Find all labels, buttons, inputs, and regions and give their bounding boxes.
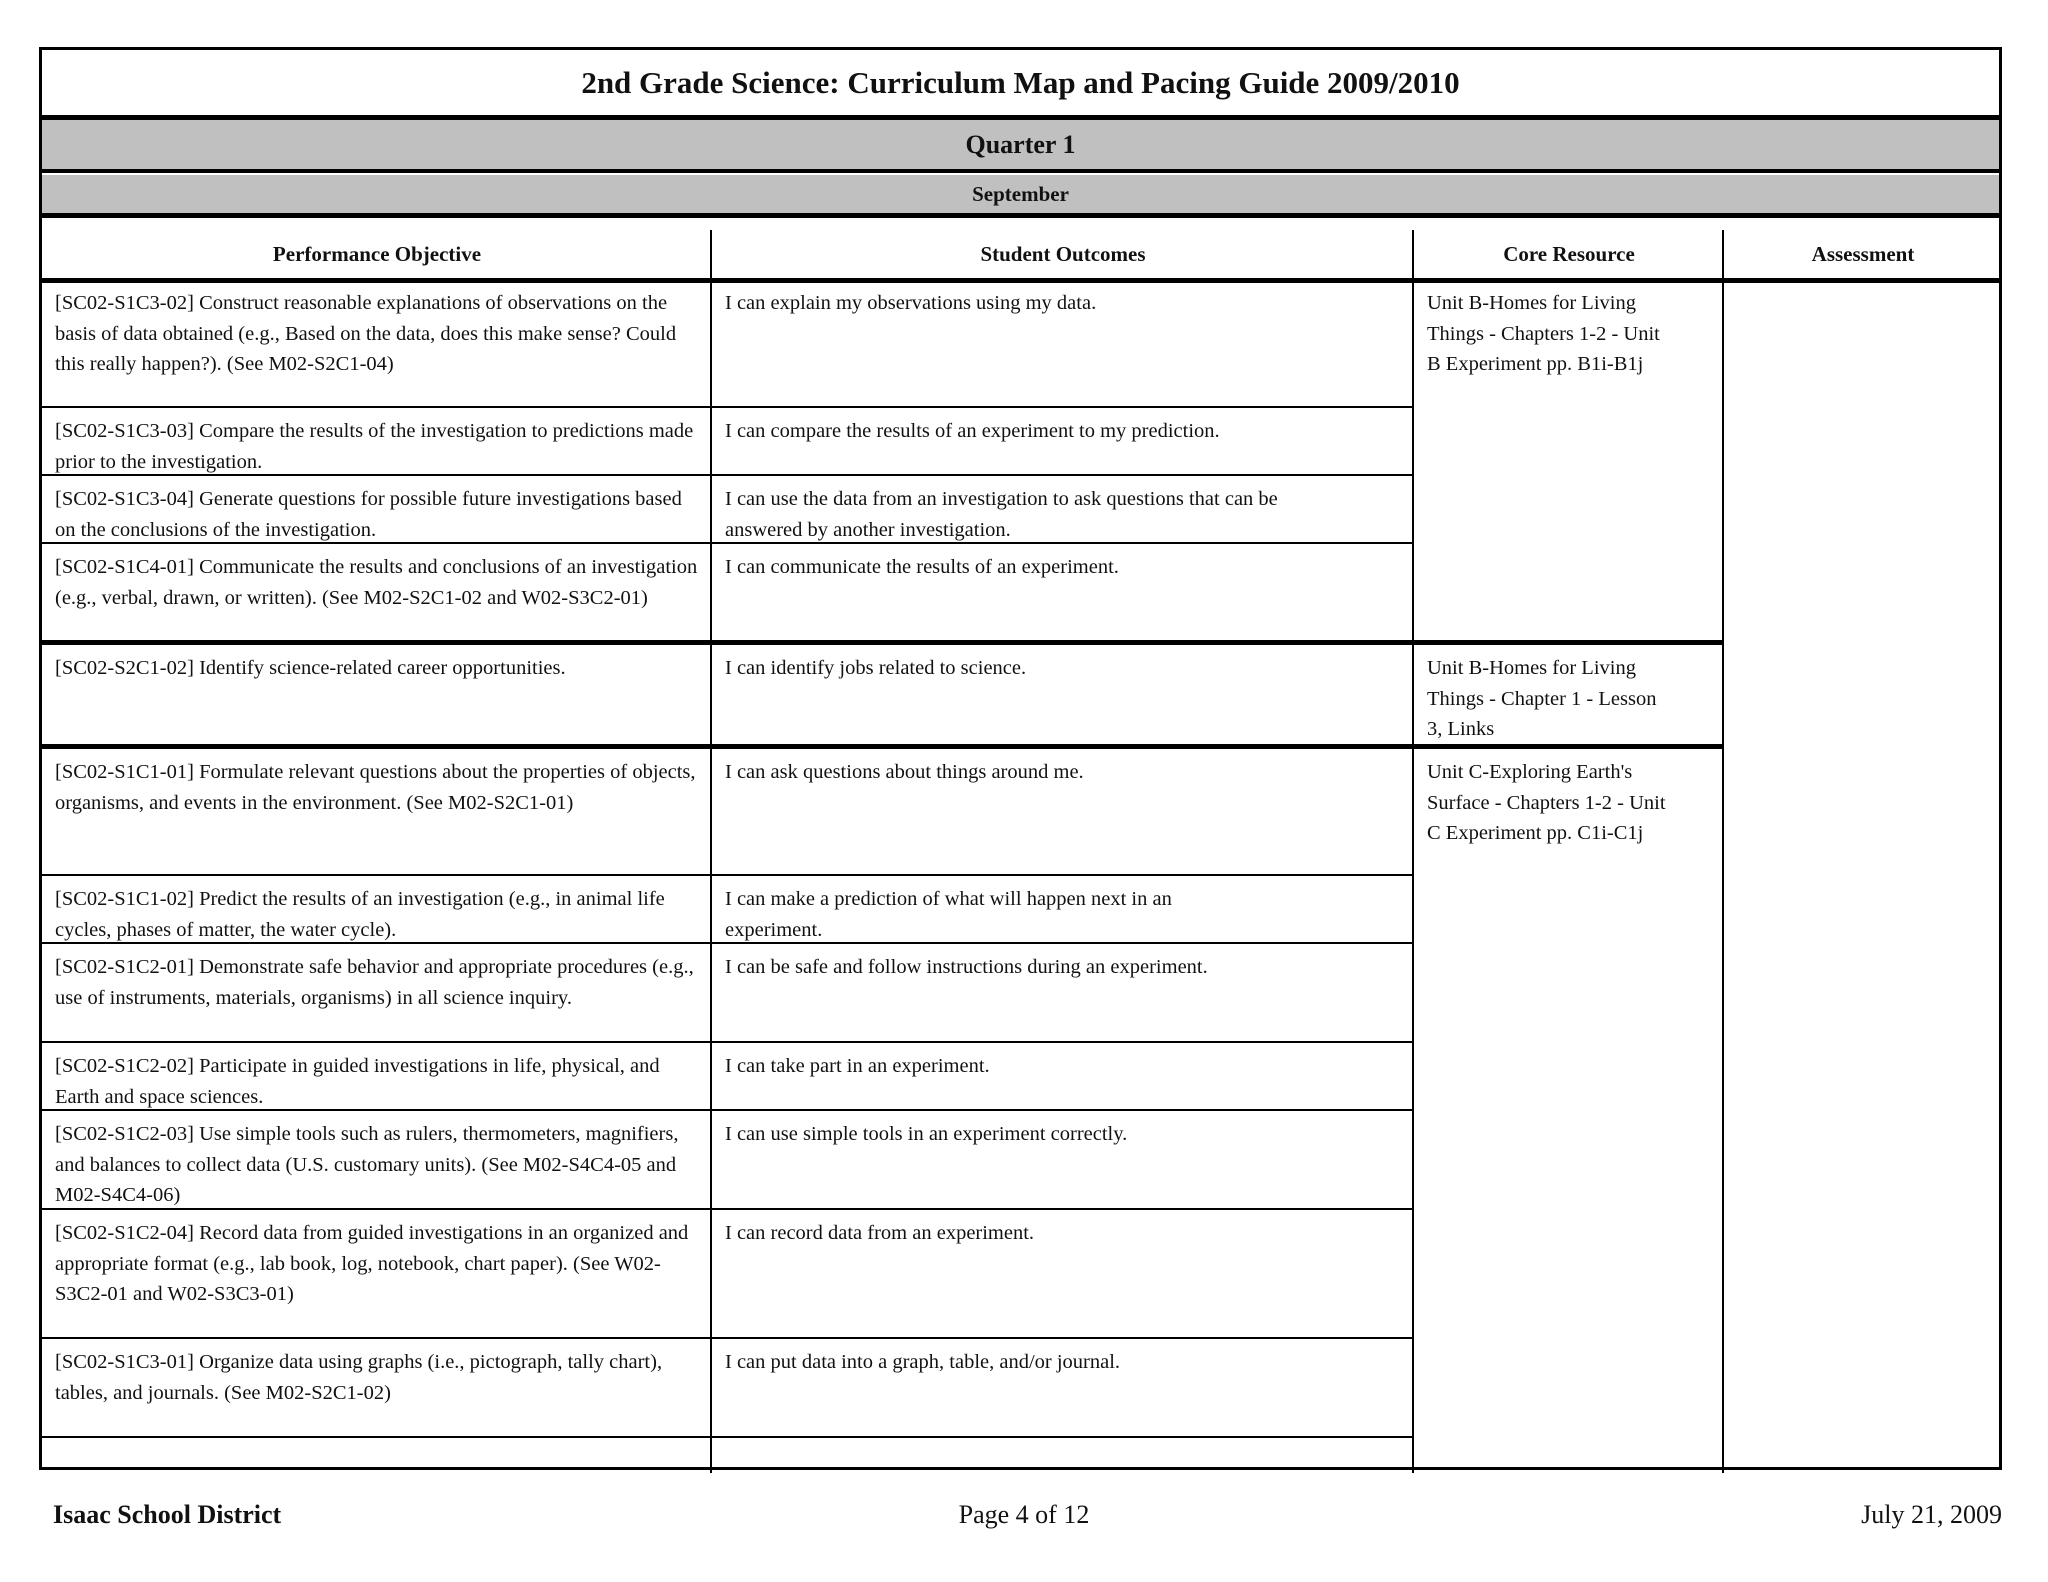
- outcome-cell: I can be safe and follow instructions during an experiment.: [725, 956, 1208, 978]
- row-rule: [42, 1436, 1414, 1438]
- objective-cell: [SC02-S1C4-01] Communicate the results and conclusions of an investigation (e.g., verbal, drawn, or written). (See M02-S2C1-02 and W02-S3C2-01): [55, 556, 698, 609]
- objective-cell: [SC02-S1C2-02] Participate in guided investigations in life, physical, and Earth and space sciences.: [55, 1055, 660, 1108]
- objective-cell: [SC02-S1C1-02] Predict the results of an investigation (e.g., in animal life cycles, phases of matter, the water cycle).: [55, 888, 665, 941]
- objective-cell: [SC02-S1C3-03] Compare the results of the investigation to predictions made prior to the investigation.: [55, 420, 694, 473]
- quarter-band: Quarter 1: [42, 120, 1999, 173]
- column-divider: [1412, 230, 1414, 1473]
- outcome-cell: I can use simple tools in an experiment correctly.: [725, 1123, 1128, 1145]
- outcome-cell: I can explain my observations using my data.: [725, 292, 1097, 314]
- outcome-cell: I can make a prediction of what will happen next in an experiment.: [725, 888, 1172, 941]
- header-student-outcomes: Student Outcomes: [980, 241, 1146, 266]
- objective-cell: [SC02-S1C2-03] Use simple tools such as rulers, thermometers, magnifiers, and balances to collect data (U.S. customary units). (See M02-S4C4-05 and M02-S4C4-06): [55, 1123, 679, 1206]
- outcome-cell: I can use the data from an investigation to ask questions that can be answered by another investigation.: [725, 488, 1278, 541]
- outcome-cell: I can take part in an experiment.: [725, 1055, 990, 1077]
- outcome-cell: I can communicate the results of an experiment.: [725, 556, 1119, 578]
- objective-cell: [SC02-S2C1-02] Identify science-related career opportunities.: [55, 657, 566, 679]
- header-performance-objective: Performance Objective: [272, 241, 482, 266]
- footer-district: Isaac School District: [53, 1500, 282, 1529]
- outcome-cell: I can put data into a graph, table, and/or journal.: [725, 1351, 1121, 1373]
- footer-date: July 21, 2009: [1861, 1500, 2002, 1529]
- objective-cell: [SC02-S1C1-01] Formulate relevant questions about the properties of objects, organisms, and events in the environment. (See M02-S2C1-01): [55, 761, 696, 814]
- outcome-cell: I can ask questions about things around me.: [725, 761, 1084, 783]
- column-divider: [1722, 230, 1724, 1473]
- header-assessment: Assessment: [1811, 241, 1915, 266]
- curriculum-table-frame: [39, 47, 2002, 1470]
- resource-cell: Unit C-Exploring Earth's Surface - Chapters 1-2 - Unit C Experiment pp. C1i-C1j: [1427, 761, 1666, 844]
- header-core-resource: Core Resource: [1503, 241, 1635, 266]
- objective-cell: [SC02-S1C2-01] Demonstrate safe behavior and appropriate procedures (e.g., use of instruments, materials, organisms) in all science inquiry.: [55, 956, 694, 1009]
- objective-cell: [SC02-S1C2-04] Record data from guided investigations in an organized and appropriate format (e.g., lab book, log, notebook, chart paper). (See W02-S3C2-01 and W02-S3C3-01): [55, 1222, 689, 1305]
- outcome-cell: I can compare the results of an experiment to my prediction.: [725, 420, 1220, 442]
- resource-cell: Unit B-Homes for Living Things - Chapters 1-2 - Unit B Experiment pp. B1i-B1j: [1427, 292, 1660, 375]
- objective-cell: [SC02-S1C3-02] Construct reasonable explanations of observations on the basis of data obtained (e.g., Based on the data, does this make sense? Could this really happen?). (See M02-S2C1-04): [55, 292, 677, 375]
- objective-cell: [SC02-S1C3-01] Organize data using graphs (i.e., pictograph, tally chart), tables, and journals. (See M02-S2C1-02): [55, 1351, 663, 1404]
- month-band: September: [42, 175, 1999, 218]
- outcome-cell: I can record data from an experiment.: [725, 1222, 1035, 1244]
- footer-page-number: Page 4 of 12: [958, 1500, 1090, 1529]
- resource-cell: Unit B-Homes for Living Things - Chapter 1 - Lesson 3, Links: [1427, 657, 1657, 740]
- document-title: 2nd Grade Science: Curriculum Map and Pacing Guide 2009/2010: [42, 50, 1999, 120]
- outcome-cell: I can identify jobs related to science.: [725, 657, 1027, 679]
- objective-cell: [SC02-S1C3-04] Generate questions for possible future investigations based on the conclusions of the investigation.: [55, 488, 682, 541]
